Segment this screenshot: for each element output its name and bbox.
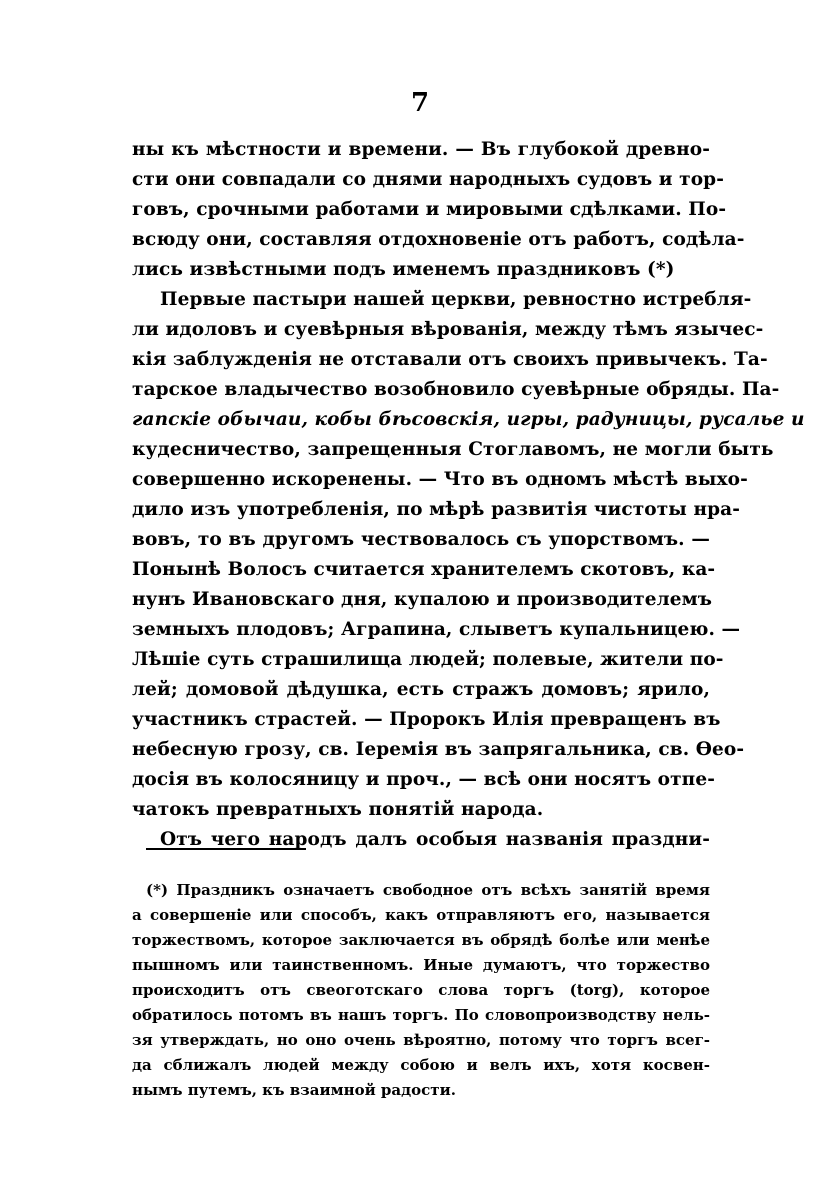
text-line: нунъ Ивановскаго дня, купалою и производителемъ <box>132 589 713 610</box>
text-line: говъ, срочными работами и мировыми сдѣлками. По- <box>132 199 727 220</box>
text-line: участникъ страстей. — Пророкъ Илія превращенъ въ <box>132 709 721 730</box>
text-line: вовъ, то въ другомъ чествовалось съ упорствомъ. — <box>132 529 710 550</box>
text-line: дило изъ употребленія, по мѣрѣ развитія чистоты нра- <box>132 499 741 520</box>
text-line: Лѣшіе суть страшилища людей; полевые, жители по- <box>132 649 724 670</box>
text-line: тарское владычество возобновило суевѣрные обряды. Па- <box>132 379 780 400</box>
text-line: ны къ мѣстности и времени. — Въ глубокой древно- <box>132 139 710 160</box>
text-line: досія въ колосяницу и проч., — всѣ они носятъ отпе- <box>132 769 715 790</box>
footnote-line: (*) Праздникъ означаетъ свободное отъ всѣхъ занятій время <box>146 881 710 899</box>
text-line: лей; домовой дѣдушка, есть стражъ домовъ; ярило, <box>132 679 710 700</box>
text-line: лись извѣстными подъ именемъ праздниковъ (*) <box>132 259 675 280</box>
text-line: Отъ чего народъ далъ особыя названія праздни- <box>160 829 710 850</box>
text-line: совершенно искоренены. — Что въ одномъ мѣстѣ выхо- <box>132 469 748 490</box>
footnote-divider <box>146 848 306 850</box>
footnote-line: обратилось потомъ въ нашъ торгъ. По словопроизводству нель- <box>132 1006 710 1024</box>
footnote-line: нымъ путемъ, къ взаимной радости. <box>132 1081 456 1099</box>
footnote-line: зя утверждать, но оно очень вѣроятно, потому что торгъ всег- <box>132 1031 710 1049</box>
text-line: ли идоловъ и суевѣрныя вѣрованія, между тѣмъ язычес- <box>132 319 764 340</box>
text-line: всюду они, составляя отдохновеніе отъ работъ, содѣла- <box>132 229 745 250</box>
text-line: кія заблужденія не отставали отъ своихъ привычекъ. Та- <box>132 349 768 370</box>
footnote-line: пышномъ или таинственномъ. Иные думаютъ, что торжество <box>132 956 710 974</box>
text-line: Понынѣ Волосъ считается хранителемъ скотовъ, ка- <box>132 559 716 580</box>
text-line: гапскіе обычаи, кобы бѣсовскія, игры, радуницы, русалье и <box>132 409 805 430</box>
footnote-line: происходитъ отъ свеоготскаго слова торгъ (torg), которое <box>132 981 710 999</box>
page-number: 7 <box>410 88 430 118</box>
text-line: Первые пастыри нашей церкви, ревностно истребля- <box>160 289 752 310</box>
text-line: чатокъ превратныхъ понятій народа. <box>132 799 544 820</box>
footnote-line: да сближалъ людей между собою и велъ ихъ, хотя косвен- <box>132 1056 710 1074</box>
text-line: кудесничество, запрещенныя Стоглавомъ, не могли быть <box>132 439 774 460</box>
text-line: земныхъ плодовъ; Аграпина, слыветъ купальницею. — <box>132 619 741 640</box>
main-text <box>132 135 805 855</box>
footnote <box>132 878 710 1103</box>
footnote-line: а совершеніе или способъ, какъ отправляютъ его, называется <box>132 906 710 924</box>
footnote-line: торжествомъ, которое заключается въ обрядѣ болѣе или менѣе <box>132 931 710 949</box>
text-line: небесную грозу, св. Іеремія въ запрягальника, св. Ѳео- <box>132 739 745 760</box>
text-line: сти они совпадали со днями народныхъ судовъ и тор- <box>132 169 724 190</box>
